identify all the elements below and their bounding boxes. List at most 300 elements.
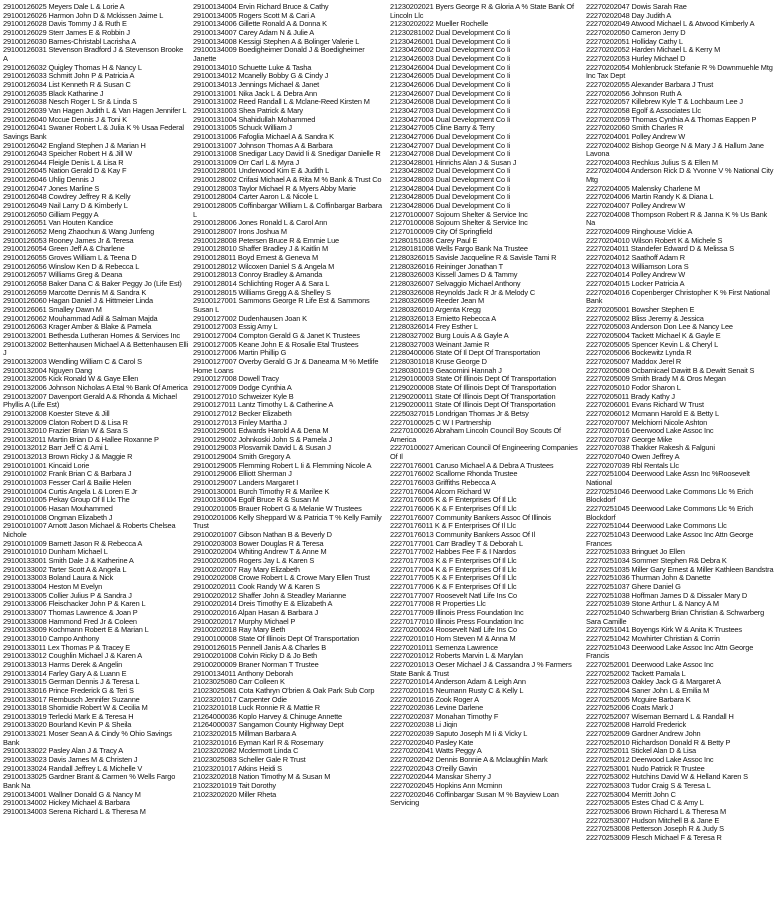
parcel-owner-entry: 29100133021 Moser Sean A & Cindy % Ohio Savings Bank bbox=[3, 729, 172, 747]
parcel-owner-entry: 29100127003 Essig Amy L bbox=[193, 322, 278, 332]
parcel-owner-entry: 21023202082 Mcdermott Linda C bbox=[193, 746, 299, 756]
parcel-owner-entry: 21264000037 Sangamon County Highway Dept bbox=[193, 720, 344, 730]
parcel-owner-entry: 21280327003 Weinant Jamie R bbox=[390, 339, 490, 349]
parcel-owner-entry: 29100126046 Uhlig Dennis J bbox=[3, 175, 95, 185]
parcel-owner-entry: 22270201014 Anderson Adam & Leigh Ann bbox=[390, 677, 526, 687]
parcel-owner-entry: 21270100007 Sojourn Shelter & Service Inc bbox=[390, 209, 528, 219]
parcel-owner-entry: 21023202020 Miller Rheta bbox=[193, 789, 277, 799]
parcel-owner-entry: 29100131007 Johnson Thomas A & Barbara bbox=[193, 140, 333, 150]
parcel-owner-entry: 29100126032 Quigley Thomas H & Nancy L bbox=[3, 62, 142, 72]
parcel-owner-entry: 29100101004 Curtis Angela L & Loren E Jr bbox=[3, 486, 138, 496]
parcel-owner-entry: 22270202052 Harden Michael L & Kerry M bbox=[586, 45, 721, 55]
parcel-owner-entry: 29100132002 Bettenhausen Michael A & Bettenhausen Elli J bbox=[3, 339, 189, 358]
parcel-owner-entry: 29100126063 Krager Amber & Blake & Pamela bbox=[3, 322, 152, 332]
parcel-owner-entry: 29100133017 Rembusch Jennifer Suzanne bbox=[3, 694, 140, 704]
parcel-owner-entry: 21023025081 Cota Kathryn O'brien & Oak Park Sub Corp bbox=[193, 685, 375, 695]
parcel-owner-entry: 29100126028 Davis Tommy J & Ruth E bbox=[3, 19, 127, 29]
parcel-owner-entry: 29100133018 Shomidie Robert W & Cecilia M bbox=[3, 703, 148, 713]
parcel-owner-entry: 22270177002 Habbes Fee F & I Nardos bbox=[390, 547, 516, 557]
parcel-owner-entry: 29100129006 Elliott Sherman J bbox=[193, 469, 292, 479]
parcel-owner-entry: 21290200011 State Of Illinois Dept Of Transportation bbox=[390, 400, 556, 410]
parcel-owner-entry: 29100132013 Brown Ricky J & Maggie R bbox=[3, 452, 133, 462]
parcel-owner-entry: 29100127006 Martin Phillip G bbox=[193, 348, 287, 358]
parcel-owner-entry: 29100201007 Gibson Nathan B & Beverly D bbox=[193, 530, 332, 540]
parcel-owner-entry: 21230202021 Byers George R & Gloria A % State Bank Of Lincoln Llc bbox=[390, 3, 574, 20]
parcel-owner-entry: 29100129004 Smith Gregory A bbox=[193, 452, 291, 462]
parcel-owner-entry: 22270204002 Bishop George N & Mary J & Hallum Jane Lavona bbox=[586, 140, 764, 159]
parcel-owner-entry: 22270253006 Brown Richard L & Theresa M bbox=[586, 807, 726, 817]
parcel-owner-entry: 29100202018 Ray Mary Beth bbox=[193, 625, 286, 635]
parcel-owner-entry: 21280326008 Reynolds Jack R Jr & Melody C bbox=[390, 287, 536, 297]
parcel-owner-entry: 22270202060 Smith Charles R bbox=[586, 123, 684, 133]
parcel-owner-entry: 21023025083 Scheller Gale R Trust bbox=[193, 755, 306, 765]
parcel-owner-entry: 29100126029 Sterr James E & Robbin J bbox=[3, 27, 130, 37]
parcel-owner-entry: 21264000036 Koplo Harvey & Chinuge Annette bbox=[193, 711, 343, 721]
parcel-owner-entry: 29100130001 Burch Timothy R & Marilee K bbox=[193, 486, 330, 496]
parcel-owner-entry: 22270252001 Deerwood Lake Assoc Inc bbox=[586, 659, 714, 669]
parcel-owner-entry: 22270252007 Wiseman Bernard L & Randall H bbox=[586, 711, 734, 721]
parcel-owner-entry: 22270204003 Rechkus Julius S & Ellen M bbox=[586, 157, 718, 167]
parcel-owner-entry: 29100133002 Tarter Scott A & Angela L bbox=[3, 564, 127, 574]
parcel-owner-entry: 29100127001 Sammons George R Life Est & Sammons Susan L bbox=[193, 296, 370, 314]
parcel-owner-entry: 29100128010 Shaffer Bradley J & Kaitlin M bbox=[193, 244, 329, 254]
parcel-owner-entry: 22270204010 Wilson Robert K & Michele S bbox=[586, 235, 723, 245]
parcel-owner-entry: 29100132006 Johnson Nicholas A Etal % Bank Of America bbox=[3, 382, 188, 392]
parcel-owner-entry: 29100101005 Pekay Group Of Il Llc The bbox=[3, 495, 130, 505]
parcel-owner-entry: 29100128003 Taylor Michael R & Myers Abby Marie bbox=[193, 183, 356, 193]
parcel-owner-entry: 29100126053 Rooney James Jr & Teresa bbox=[3, 235, 134, 245]
parcel-owner-entry: 29100126052 Meng Zhaochun & Wang Junfeng bbox=[3, 227, 155, 237]
parcel-owner-entry: 22270253003 Tudor Craig S & Teresa L bbox=[586, 781, 711, 791]
parcel-owner-entry: 29100126040 Mccue Dennis J & Toni K bbox=[3, 114, 128, 124]
parcel-owner-entry: 29100202005 Rogers Jay L & Karen S bbox=[193, 556, 315, 565]
parcel-owner-entry: 29100101006 Hasan Mouhammed bbox=[3, 504, 113, 514]
parcel-owner-entry: 29100133003 Boland Laura & Nick bbox=[3, 573, 113, 583]
parcel-owner-entry: 22270204005 Malensky Charlene M bbox=[586, 183, 701, 193]
parcel-owner-entry: 29100133025 Gardner Brant & Carmen % Wells Fargo Bank Na bbox=[3, 772, 176, 791]
parcel-owner-entry: 22270202037 Monahan Timothy F bbox=[390, 711, 499, 721]
parcel-owner-entry: 29100127009 Dodge Cynthia A bbox=[193, 382, 292, 392]
parcel-owner-entry: 29100133012 Coughlin Michael J & Karen A bbox=[3, 651, 143, 661]
parcel-owner-entry: 29100134005 Rogers Scott M & Cari A bbox=[193, 10, 316, 20]
parcel-owner-entry: 22270251038 Hoffman James D & Dissaler Mary D bbox=[586, 590, 748, 600]
parcel-owner-entry: 22270205003 Anderson Don Lee & Nancy Lee bbox=[586, 322, 733, 332]
parcel-owner-entry: 21023201017 Carpenter Odie bbox=[193, 694, 287, 704]
parcel-owner-entry: 29100131009 Orr Carl L & Myra J bbox=[193, 157, 299, 167]
parcel-owner-entry: 29100127011 Lantz Timothy L & Catherine A bbox=[193, 400, 334, 410]
parcel-owner-entry: 29100128007 Irons Joshua M bbox=[193, 227, 287, 237]
parcel-owner-entry: 29100126035 Black Katharine J bbox=[3, 88, 104, 98]
parcel-owner-entry: 29100133020 Bourland Kevin P & Sheila bbox=[3, 720, 132, 730]
parcel-owner-entry: 22270177009 Illinois Press Foundation Inc bbox=[390, 607, 524, 617]
parcel-owner-entry: 21230427004 Dual Development Co Ii bbox=[390, 114, 511, 124]
parcel-owner-entry: 22270176006 K & F Enterprises Of Il Llc bbox=[390, 504, 517, 514]
parcel-owner-entry: 29100133015 German Dennis J & Teresa L bbox=[3, 677, 140, 687]
parcel-owner-entry: 22270201013 Oeser Michael J & Cassandra J % Farmers State Bank & Trust bbox=[390, 659, 572, 678]
parcel-owner-entry: 29100126059 Marcotte Dennis M & Sandra K bbox=[3, 287, 147, 297]
parcel-owner-entry: 29100126055 Groves William L & Teena D bbox=[3, 253, 137, 263]
parcel-owner-entry: 29100132010 Frazier Brian W & Sara S bbox=[3, 426, 128, 436]
parcel-owner-entry: 22270202049 Atwood Michael L & Atwood Kimberly A bbox=[586, 19, 755, 29]
parcel-owner-entry: 29100133014 Farley Gary A & Luann E bbox=[3, 668, 127, 678]
parcel-owner-entry: 22270177008 R Properties Llc bbox=[390, 599, 486, 609]
parcel-owner-entry: 29100203003 Bower Douglas R & Teresa bbox=[193, 538, 324, 548]
parcel-owner-entry: 22270252005 Mcguire Barbara K bbox=[586, 694, 691, 704]
parcel-owner-entry: 22270253005 Estes Chad C & Amy L bbox=[586, 798, 704, 808]
parcel-owner-entry: 29100126044 Fleigle Denis L & Lisa R bbox=[3, 157, 124, 167]
parcel-owner-entry: 22270205008 Ocbarnicael Dawitt B & Dewitt Senait S bbox=[586, 365, 755, 375]
parcel-owner-entry: 22270176005 K & F Enterprises Of Il Llc bbox=[390, 495, 517, 505]
parcel-owner-entry: 29100126043 Speicher Robert H & Jill W bbox=[3, 149, 133, 159]
parcel-owner-entry: 21230281002 Dual Development Co Ii bbox=[390, 27, 511, 37]
parcel-owner-entry: 21280326014 Frey Esther L bbox=[390, 322, 478, 332]
parcel-owner-entry: 22270204007 Polley Andrew W bbox=[586, 201, 686, 211]
parcel-owner-entry: 21280326013 Ernietto Rebecca A bbox=[390, 313, 497, 323]
parcel-owner-entry: 21280326009 Reeder Jean M bbox=[390, 296, 485, 306]
parcel-owner-entry: 22270251004 Deerwood Lake Assn Inc %Roosevelt National bbox=[586, 469, 750, 488]
parcel-owner-entry: 29100133022 Pasley Alan J & Tracy A bbox=[3, 746, 124, 756]
parcel-owner-entry: 22270202054 Mohlenbruck Stefanie R % Downmuehle Mtg Inc Tax Dept bbox=[586, 62, 773, 81]
parcel-owner-entry: 22270252011 Stickel Alan D & Lisa bbox=[586, 746, 696, 756]
parcel-owner-entry: 29100128006 Jones Ronald L & Carol Ann bbox=[193, 218, 328, 228]
parcel-owner-entry: 29100132005 Kick Ronald W & Gaye Ellen bbox=[3, 374, 139, 384]
parcel-owner-entry: 29100202016 Alpan Hasan & Barbara J bbox=[193, 607, 319, 617]
parcel-owner-entry: 21280327002 Burg Louis A & Gayle A bbox=[390, 330, 509, 340]
parcel-owner-entry: 22270176001 Caruso Michael A & Debra A Trustees bbox=[390, 460, 554, 470]
parcel-owner-entry: 29100126038 Nesch Roger L Sr & Linda S bbox=[3, 97, 138, 107]
listing-column-3 bbox=[390, 3, 582, 897]
parcel-owner-entry: 22270176007 Community Bankers Assoc Of Illinois bbox=[390, 512, 551, 522]
parcel-owner-entry: 22270176011 K & F Enterprises Of Il Llc bbox=[390, 521, 516, 531]
parcel-owner-entry: 29100101002 Frank Brian C & Barbara J bbox=[3, 469, 132, 479]
parcel-owner-entry: 29100134004 Ervin Richard Bruce & Cathy bbox=[193, 3, 329, 11]
parcel-owner-entry: 21280326010 Argenta Kregg bbox=[390, 304, 481, 314]
parcel-owner-entry: 29100131008 Snedigar Lacy David Ii & Snedigar Danielle R bbox=[193, 149, 381, 159]
parcel-owner-entry: 29100126058 Baker Dana C & Baker Peggy Jo (Life Est) bbox=[3, 279, 182, 288]
parcel-owner-entry: 22270251043 Deerwood Lake Assoc Inc Attn George Francis bbox=[586, 642, 754, 661]
parcel-owner-entry: 29100200009 Braner Norman T Trustee bbox=[193, 659, 319, 669]
parcel-owner-entry: 29100101001 Kincaid Lorie bbox=[3, 460, 90, 470]
parcel-owner-entry: 22270252006 Coats Mark J bbox=[586, 703, 674, 713]
parcel-owner-entry: 22270204009 Ringhouse Vickie A bbox=[586, 227, 693, 237]
parcel-owner-entry: 29100131006 Fafoglia Michael A & Sandra K bbox=[193, 131, 334, 141]
parcel-owner-entry: 21230427008 Dual Development Co Ii bbox=[390, 149, 511, 159]
parcel-owner-entry: 22270202056 Johnson Ruth A bbox=[586, 88, 682, 98]
parcel-owner-entry: 22270201015 Neumann Rusty C & Kelly L bbox=[390, 685, 524, 695]
parcel-owner-entry: 21280326007 Selvaggio Michael Anthony bbox=[390, 279, 521, 288]
parcel-owner-entry: 29100129002 Johnkoski John S & Pamela J bbox=[193, 434, 333, 444]
parcel-owner-entry: 22270205005 Spencer Kevin L & Cheryl L bbox=[586, 339, 719, 349]
parcel-owner-entry: 22270202051 Holliday Cathy L bbox=[586, 36, 683, 46]
parcel-owner-entry: 22270253008 Petterson Joseph R & Judy S bbox=[586, 824, 724, 834]
parcel-owner-entry: 21230426006 Dual Development Co Ii bbox=[390, 79, 511, 89]
parcel-owner-entry: 22270202043 O'reilly Gavin bbox=[390, 763, 478, 773]
parcel-owner-entry: 22270205009 Smith Brady M & Oros Megan bbox=[586, 374, 726, 384]
parcel-owner-entry: 22270176004 Alcorn Richard W bbox=[390, 486, 491, 496]
parcel-owner-entry: 29100133001 Smith Dale J & Katherine A bbox=[3, 556, 134, 565]
parcel-owner-entry: 21230428004 Dual Development Co Ii bbox=[390, 183, 511, 193]
parcel-owner-entry: 22270177001 Carr Bradley T & Deborah L bbox=[390, 538, 523, 548]
parcel-owner-entry: 22270253004 Merritt John C bbox=[586, 789, 676, 799]
parcel-owner-entry: 22270207038 Thakker Rakesh & Falguni bbox=[586, 443, 715, 453]
parcel-owner-entry: 22270204011 Standefer Edward D & Melissa S bbox=[586, 244, 735, 254]
parcel-owner-entry: 22270202040 Pasley Kate bbox=[390, 737, 474, 747]
parcel-owner-entry: 21280326003 Kissell James D & Tammy bbox=[390, 270, 518, 280]
parcel-owner-entry: 21280301019 Geacomini Hannah J bbox=[390, 365, 502, 375]
parcel-owner-entry: 22270201012 Roberts Marvin L & Marylan bbox=[390, 651, 523, 661]
parcel-owner-entry: 29100131001 Nika Jack L & Debra Ann bbox=[193, 88, 317, 98]
parcel-owner-entry: 29100126054 Green Jeff A & Charlene bbox=[3, 244, 125, 254]
parcel-owner-entry: 21280326016 Reininger Jonathan T bbox=[390, 261, 503, 271]
parcel-owner-entry: 29100202012 Shaffer John & Steadley Marianne bbox=[193, 590, 347, 600]
parcel-owner-entry: 29100134006 Gillette Ronald A & Donna K bbox=[193, 19, 327, 29]
parcel-owner-entry: 29100134002 Hickey Michael & Barbara bbox=[3, 798, 130, 808]
parcel-owner-entry: 29100126042 England Stephen J & Marian H bbox=[3, 140, 146, 150]
parcel-owner-entry: 29100133024 Randall Jeffrey L & Michelle V bbox=[3, 763, 143, 773]
parcel-owner-entry: 21280151036 Carey Paul E bbox=[390, 235, 478, 245]
parcel-owner-entry: 21230426004 Dual Development Co Ii bbox=[390, 62, 511, 72]
parcel-owner-entry: 29100126056 Winslow Ken D & Rebecca L bbox=[3, 261, 140, 271]
parcel-owner-entry: 22270252002 Tackett Pamala L bbox=[586, 668, 686, 678]
parcel-owner-entry: 21023201019 Tait Dorothy bbox=[193, 781, 276, 791]
parcel-owner-entry: 22270205010 Fodor Sharon L bbox=[586, 382, 681, 392]
parcel-owner-entry: 29100128013 Conroy Bradley & Amanda bbox=[193, 270, 323, 280]
parcel-owner-entry: 22270204004 Anderson Rick D & Yvonne V % National City Mtg bbox=[586, 166, 774, 185]
parcel-owner-entry: 29100134012 Mcanelly Bobby G & Cindy J bbox=[193, 71, 329, 81]
parcel-owner-entry: 29100126030 Barnes-Christabl Lacrisha A bbox=[3, 36, 137, 46]
parcel-owner-entry: 29100132003 Wendling William C & Carol S bbox=[3, 356, 142, 366]
parcel-owner-entry: 22270202039 Saputo Joseph M Ii & Vicky L bbox=[390, 729, 528, 739]
parcel-owner-entry: 21023201016 Eyman Karl R & Rosemary bbox=[193, 737, 324, 747]
parcel-owner-entry: 22270204001 Polley Andrew W bbox=[586, 131, 686, 141]
parcel-owner-entry: 29100134007 Carey Adam N & Julie A bbox=[193, 27, 315, 37]
parcel-owner-entry: 21230202022 Mueller Rochelle bbox=[390, 19, 489, 29]
parcel-owner-entry: 29100101010 Dunham Michael L bbox=[3, 547, 108, 557]
parcel-owner-entry: 22270253001 Nudo Patrick R Trustee bbox=[586, 763, 705, 773]
parcel-owner-entry: 29100126061 Smalley Dawn M bbox=[3, 304, 102, 314]
parcel-owner-entry: 29100126034 List Kenneth R & Susan C bbox=[3, 79, 131, 89]
parcel-owner-entry: 22270251033 Bringuet Jo Ellen bbox=[586, 547, 685, 557]
parcel-owner-entry: 22270201010 Horn Steven M & Anna M bbox=[390, 633, 516, 643]
parcel-owner-entry: 22270204016 Copenberger Christopher K % First National Bank bbox=[586, 287, 770, 306]
parcel-owner-entry: 29100101003 Fesser Carl & Bailie Helen bbox=[3, 478, 132, 488]
parcel-owner-entry: 22270204006 Martin Randy K & Diana L bbox=[586, 192, 714, 202]
parcel-owner-entry: 29100131005 Schuck William J bbox=[193, 123, 292, 133]
parcel-owner-entry: 22270251046 Deerwood Lake Commons Llc % Erich Blockdorf bbox=[586, 486, 754, 505]
parcel-owner-entry: 22270206001 Evans Richard W Trust bbox=[586, 400, 704, 410]
parcel-owner-entry: 29100134010 Schuette Luke & Tasha bbox=[193, 62, 312, 72]
parcel-owner-entry: 29100133005 Collier Julius P & Sandra J bbox=[3, 590, 132, 600]
parcel-owner-entry: 29100201005 Brauer Robert G & Melanie W Trustees bbox=[193, 504, 362, 514]
parcel-owner-entry: 22270177004 K & F Enterprises Of Il Llc bbox=[390, 564, 517, 574]
parcel-owner-entry: 21290200011 State Of Illinois Dept Of Transportation bbox=[390, 391, 556, 401]
parcel-owner-entry: 21270100009 City Of Springfield bbox=[390, 227, 493, 237]
parcel-owner-entry: 22270100026 Abraham Lincoln Council Boy Scouts Of America bbox=[390, 426, 561, 444]
parcel-owner-entry: 29100132004 Nguyen Dang bbox=[3, 365, 93, 375]
parcel-owner-entry: 22270202045 Hopkins Ann Mcminn bbox=[390, 781, 503, 791]
parcel-owner-entry: 22270205006 Bockewitz Lynda R bbox=[586, 348, 692, 358]
parcel-owner-entry: 22270202053 Hurley Michael D bbox=[586, 53, 686, 63]
parcel-owner-entry: 29100126031 Stevenson Bradford J & Stevenson Brooke A bbox=[3, 45, 184, 63]
parcel-owner-entry: 22270202047 Dowis Sarah Rae bbox=[586, 3, 687, 11]
parcel-owner-entry: 21230426001 Dual Development Co Ii bbox=[390, 36, 511, 46]
parcel-owner-entry: 22270252009 Gardner Andrew John bbox=[586, 729, 701, 739]
parcel-owner-entry: 21280326015 Savisle Jacqueline R & Savisle Tami R bbox=[390, 253, 557, 263]
parcel-owner-entry: 29100134003 Serena Richard L & Theresa M bbox=[3, 807, 146, 817]
parcel-owner-entry: 29100132001 Bethesda Lutheran Homes & Services Inc bbox=[3, 330, 180, 340]
parcel-owner-entry: 21230427003 Dual Development Co Ii bbox=[390, 105, 511, 115]
parcel-owner-entry: 22270251043 Deerwood Lake Assoc Inc Attn George Frances bbox=[586, 530, 754, 548]
parcel-owner-entry: 22270252008 Harrold Frederick bbox=[586, 720, 687, 730]
parcel-owner-entry: 22270204012 Saathoff Adam R bbox=[586, 253, 685, 263]
parcel-owner-entry: 22270206012 Mcmann Harold E & Betty L bbox=[586, 408, 719, 418]
parcel-owner-entry: 29100132007 Davenport Gerald A & Rhonda & Michael Phyllis A (Life Est) bbox=[3, 391, 177, 410]
parcel-owner-entry: 21023201018 Luck Ronnie R & Mattie R bbox=[193, 703, 320, 713]
parcel-owner-entry: 22270253007 Hudson Mitchell B & Jane E bbox=[586, 815, 720, 825]
parcel-owner-entry: 29100126025 Meyers Dale L & Lorie A bbox=[3, 3, 125, 11]
parcel-owner-entry: 29100132011 Martin Brian D & Hallee Roxanne P bbox=[3, 434, 159, 444]
parcel-owner-entry: 29100126050 Gilliam Peggy A bbox=[3, 209, 99, 219]
parcel-owner-entry: 29100132008 Koester Steve & Jill bbox=[3, 408, 110, 418]
parcel-owner-entry: 29100133023 Davis James M & Christen J bbox=[3, 755, 138, 765]
parcel-owner-entry: 29100134009 Boedigheimer Donald J & Boedigheimer Janette bbox=[193, 45, 365, 63]
parcel-owner-entry: 21230426007 Dual Development Co Ii bbox=[390, 88, 511, 98]
parcel-owner-entry: 29100202007 Ray Mary Elizabeth bbox=[193, 564, 300, 574]
parcel-owner-entry: 29100128001 Underwood Kim E & Judith L bbox=[193, 166, 330, 176]
parcel-owner-entry: 21230428003 Dual Development Co Ii bbox=[390, 175, 511, 185]
parcel-owner-entry: 29100128008 Petersen Bruce R & Emmie Lue bbox=[193, 235, 340, 245]
listing-column-4 bbox=[586, 3, 774, 897]
parcel-owner-entry: 29100101009 Barnett Jason R & Rebecca A bbox=[3, 538, 143, 548]
parcel-owner-entry: 22270205011 Brady Kathy J bbox=[586, 391, 675, 401]
parcel-owner-entry: 29100202014 Dreis Timothy E & Elizabeth A bbox=[193, 599, 333, 609]
parcel-owner-entry: 29100202008 Crowe Robert L & Crowe Mary Ellen Trust bbox=[193, 573, 370, 583]
parcel-owner-entry: 22270202058 Egolf & Associates Llc bbox=[586, 105, 701, 115]
parcel-owner-entry: 29100128002 Crifasi Michael A & Rita M % Bank & Trust Co bbox=[193, 175, 382, 185]
parcel-owner-entry: 22270202046 Coffinbargar Susan M % Bayview Loan Servicing bbox=[390, 789, 559, 808]
parcel-owner-entry: 29100202004 Whiting Andrew T & Anne M bbox=[193, 547, 327, 557]
parcel-owner-entry: 29100100008 State Of Illinois Dept Of Transportation bbox=[193, 633, 359, 643]
parcel-owner-entry: 29100126045 Nation Gerald D & Kay F bbox=[3, 166, 127, 176]
parcel-owner-entry: 22270176002 Scallorne Rhonda Trustee bbox=[390, 469, 518, 479]
parcel-owner-entry: 22270251034 Sommer Stephen R& Debra K bbox=[586, 556, 727, 565]
parcel-owner-entry: 29100127012 Becker Elizabeth bbox=[193, 408, 292, 418]
parcel-owner-entry: 22270100025 C W I Partnership bbox=[390, 417, 492, 427]
parcel-owner-entry: 29100128004 Carter Aaron L & Nicole L bbox=[193, 192, 319, 202]
parcel-owner-entry: 29100101007 Arnott Jason Michael & Roberts Chelsea Nichole bbox=[3, 521, 176, 540]
parcel-owner-entry: 29100127004 Compton Gerald G & Janet K Trustees bbox=[193, 330, 360, 340]
parcel-owner-entry: 21230427006 Dual Development Co Ii bbox=[390, 131, 511, 141]
parcel-owner-entry: 22270253009 Flesch Michael F & Teresa R bbox=[586, 833, 722, 842]
parcel-owner-entry: 29100133006 Fleischacker John P & Karen L bbox=[3, 599, 146, 609]
parcel-owner-entry: 29100133010 Campo Anthony bbox=[3, 633, 100, 643]
parcel-owner-entry: 29100126057 Williams Greg & Deana bbox=[3, 270, 123, 280]
parcel-owner-entry: 21230428005 Dual Development Co Ii bbox=[390, 192, 511, 202]
parcel-owner-entry: 21230426008 Dual Development Co Ii bbox=[390, 97, 511, 107]
parcel-owner-entry: 21230427005 Cline Barry & Terry bbox=[390, 123, 495, 133]
parcel-owner-entry: 22270204014 Polley Andrew W bbox=[586, 270, 686, 280]
parcel-owner-entry: 29100133009 Kochmann Robert E & Marian L bbox=[3, 625, 149, 635]
parcel-owner-entry: 22270201011 Semenza Lawrence bbox=[390, 642, 498, 652]
parcel-owner-entry: 22270176013 Community Bankers Assoc Of Il bbox=[390, 530, 536, 540]
parcel-owner-entry: 22270177007 Roosevelt Natl Life Ins Co bbox=[390, 590, 518, 600]
parcel-owner-entry: 22270251045 Deerwood Lake Commons Llc % Erich Blockdorf bbox=[586, 504, 754, 522]
parcel-owner-entry: 21230428002 Dual Development Co Ii bbox=[390, 166, 511, 176]
parcel-owner-entry: 22270251036 Thurman John & Danette bbox=[586, 573, 711, 583]
parcel-owner-entry: 29100128014 Schlichting Roger A & Sara L bbox=[193, 279, 330, 288]
parcel-owner-entry: 22270177010 Illinois Press Foundation Inc bbox=[390, 616, 524, 626]
parcel-owner-entry: 29100126015 Pennell Janis A & Charles B bbox=[193, 642, 327, 652]
parcel-owner-entry: 29100133007 Thomas Lawrence & Joan P bbox=[3, 607, 138, 617]
parcel-owner-entry: 29100129007 Landers Margaret I bbox=[193, 478, 299, 488]
parcel-owner-entry: 29100127013 Finley Martha J bbox=[193, 417, 287, 427]
parcel-owner-entry: 21230426005 Dual Development Co Ii bbox=[390, 71, 511, 81]
parcel-owner-entry: 22270205002 Bliss Jeremy & Jessica bbox=[586, 313, 704, 323]
parcel-owner-entry: 29100133004 Heston M Evelyn bbox=[3, 581, 103, 591]
parcel-owner-entry: 21023202018 Nation Timothy M & Susan M bbox=[193, 772, 331, 782]
parcel-owner-entry: 22270207040 Owen Jeffrey A bbox=[586, 452, 680, 462]
parcel-owner-entry: 22270251040 Schwarberg Brian Christian & Schwarberg Sara Camille bbox=[586, 607, 765, 626]
parcel-owner-entry: 22270251041 Boyengs Kirk W & Anita K Trustees bbox=[586, 625, 742, 635]
parcel-owner-entry: 29100133016 Prince Frederick G & Teri S bbox=[3, 685, 134, 695]
parcel-owner-entry: 29100133019 Terlecki Mark E & Teresa H bbox=[3, 711, 134, 721]
listing-column-1 bbox=[3, 3, 189, 897]
parcel-owner-entry: 22270202048 Day Judith A bbox=[586, 10, 672, 20]
parcel-owner-entry: 29100129003 Plosvarnik David L & Susan J bbox=[193, 443, 331, 453]
parcel-owner-entry: 29100126047 Jones Marline S bbox=[3, 183, 100, 193]
parcel-owner-entry: 29100128011 Boyd Ernest & Geneva M bbox=[193, 253, 319, 263]
parcel-owner-entry: 22250327015 Londrigan Thomas Jr & Betsy bbox=[390, 408, 529, 418]
parcel-owner-entry: 21280400006 State Of Il Dept Of Transportation bbox=[390, 348, 541, 358]
parcel-owner-entry: 22270204013 Williamson Lora S bbox=[586, 261, 689, 271]
parcel-owner-entry: 29100202017 Murphy Michael P bbox=[193, 616, 296, 626]
parcel-owner-entry: 29100126048 Cowdrey Jeffrey R & Kelly bbox=[3, 192, 131, 202]
parcel-owner-entry: 29100134008 Kessigi Stephen A & Bolinger Valerie L bbox=[193, 36, 360, 46]
parcel-owner-entry: 21280301018 Kruse George D bbox=[390, 356, 487, 366]
parcel-owner-entry: 29100131004 Shahidullah Mohammed bbox=[193, 114, 316, 124]
parcel-owner-entry: 29100131002 Reed Randall L & Mclane-Reed Kirsten M bbox=[193, 97, 370, 107]
parcel-owner-entry: 22270177006 K & F Enterprises Of Il Llc bbox=[390, 581, 517, 591]
parcel-owner-entry: 22270253002 Hutchins David W & Helland Karen S bbox=[586, 772, 748, 782]
parcel-owner-entry: 29100202011 Cook Randy W & Karen S bbox=[193, 581, 321, 591]
parcel-owner-entry: 21023202015 Millman Barbara A bbox=[193, 729, 297, 739]
parcel-owner-entry: 22270202055 Alexander Barbara J Trust bbox=[586, 79, 714, 89]
parcel-owner-entry: 21230426002 Dual Development Co Ii bbox=[390, 45, 511, 55]
parcel-owner-entry: 22270252003 Oakley Jack G & Margaret A bbox=[586, 677, 721, 687]
parcel-owner-entry: 21280181008 Wells Fargo Bank Na Trustee bbox=[390, 244, 528, 254]
parcel-owner-entry: 21230427007 Dual Development Co Ii bbox=[390, 140, 511, 150]
parcel-owner-entry: 22270252004 Saner John L & Emilia M bbox=[586, 685, 710, 695]
parcel-owner-entry: 29100201008 Colvin Ricky D & Jo Beth bbox=[193, 651, 318, 661]
parcel-owner-entry: 22270251037 Ghere Daniel G bbox=[586, 581, 681, 591]
parcel-owner-entry: 22270202038 Li Jiqin bbox=[390, 720, 458, 730]
parcel-owner-entry: 29100133008 Hammond Fred Jr & Coleen bbox=[3, 616, 137, 626]
parcel-owner-entry: 29100127005 Keane John E & Rosalie Etal Trustees bbox=[193, 339, 359, 349]
parcel-owner-entry: 22270252010 Richardson Donald R & Betty P bbox=[586, 737, 731, 747]
parcel-owner-entry: 29100127010 Schweizer Kyle B bbox=[193, 391, 294, 401]
parcel-owner-entry: 29100201006 Kelly Sheppard W & Patricia T % Kelly Family Trust bbox=[193, 512, 382, 531]
parcel-owner-entry: 21230428001 Hinrichs Alan J & Susan J bbox=[390, 157, 517, 167]
parcel-owner-entry: 29100128012 Wilcoxen Daniel S & Angela M bbox=[193, 261, 335, 271]
parcel-owner-entry: 21230426003 Dual Development Co Ii bbox=[390, 53, 511, 63]
parcel-owner-entry: 22270204008 Thompson Robert R & Janna K % Us Bank Na bbox=[586, 209, 768, 228]
parcel-owner-entry: 21023025080 Carr Colleen K bbox=[193, 677, 285, 687]
parcel-owner-entry: 29100126051 Van Houten Kandice bbox=[3, 218, 114, 228]
parcel-owner-entry: 22270177005 K & F Enterprises Of Il Llc bbox=[390, 573, 517, 583]
parcel-owner-entry: 29100126049 Nail Larry D & Kimberly L bbox=[3, 201, 128, 211]
parcel-owner-entry: 29100133011 Lex Thomas P & Tracey E bbox=[3, 642, 131, 652]
parcel-owner-entry: 22270202036 Levine Darlene bbox=[390, 703, 484, 713]
